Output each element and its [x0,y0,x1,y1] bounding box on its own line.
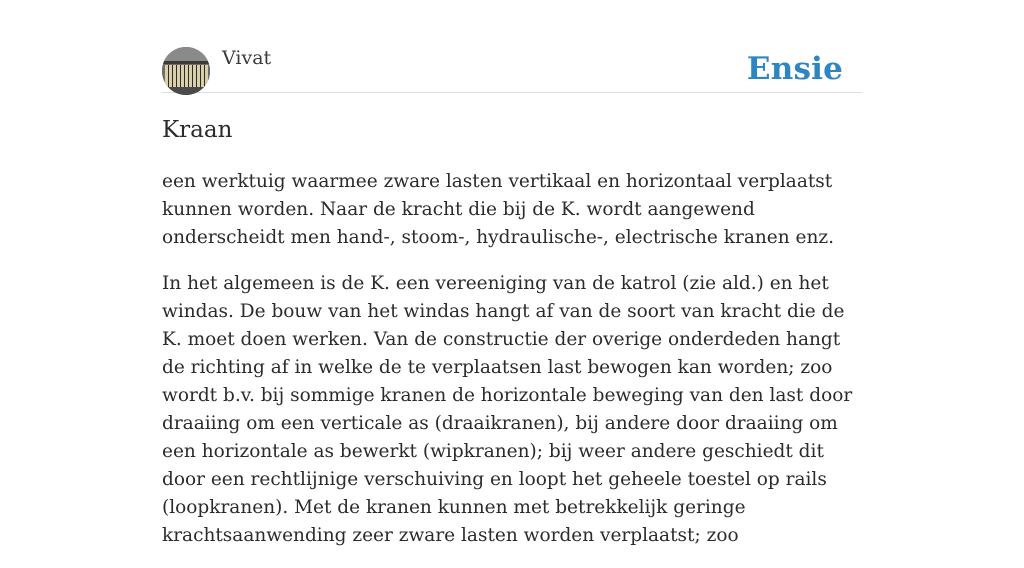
page [162,0,862,546]
author-name[interactable]: Vivat [222,47,272,69]
article-title: Kraan [162,117,233,143]
article-paragraph: een werktuig waarmee zware lasten vertikaal en horizontaal verplaatst kunnen worden. Naar de kracht die bij de K. wordt aangewend onderscheidt men hand-, stoom-, hydraulische-, electrische kranen enz. [162,171,834,248]
brand-logo[interactable]: Ensie [746,51,843,87]
article-paragraph: In het algemeen is de K. een vereeniging van de katrol (zie ald.) en het windas. De bouw van het windas hangt af van de soort van kracht die de K. moet doen werken. Van de constructie der overige onderdeden hangt de richting af in welke de te verplaatsen last bewogen kan worden; zoo wordt b.v. bij sommige kranen de horizontale beweging van den last door draaiing om een verticale as (draaikranen), bij andere door draaiing om een horizontale as bewerkt (wipkranen); bij weer andere geschiedt dit door een rechtlijnige verschuiving en loopt het geheele toestel op rails (loopkranen). Met de kranen kunnen met betrekkelijk geringe krachtsaanwending zeer zware lasten worden verplaatst; zoo [162,273,853,546]
article-body [162,168,862,568]
header [162,0,862,93]
bookshelf-avatar-icon [162,47,210,95]
author-avatar[interactable] [162,47,210,95]
